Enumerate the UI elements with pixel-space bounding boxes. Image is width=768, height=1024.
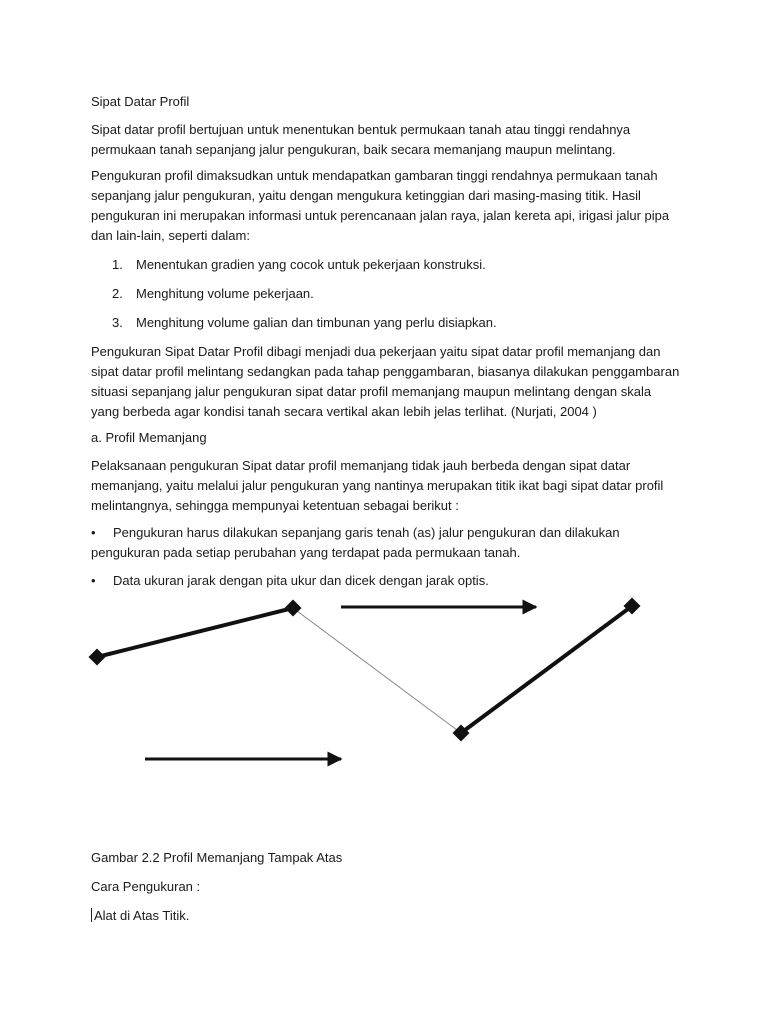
section-title: Sipat Datar Profil (91, 94, 190, 109)
ground-segment-2 (461, 606, 632, 733)
bullet-item: • Data ukuran jarak dengan pita ukur dan dicek dengan jarak optis. (91, 573, 489, 588)
cara-pengukuran-label: Cara Pengukuran : (91, 879, 201, 894)
survey-point-marker (89, 649, 106, 666)
survey-point-marker (285, 600, 302, 617)
numbered-list (112, 255, 497, 342)
paragraph-intro: Sipat datar profil bertujuan untuk menentukan bentuk permukaan tanah atau tinggi rendahnya permukaan tanah sepanjang jalur pengukuran, baik secara memanjang maupun melintang. (91, 122, 631, 157)
thin-connector-line (293, 608, 461, 733)
bullet-item: • Pengukuran harus dilakukan sepanjang garis tenah (as) jalur pengukuran dan dilakukan pengukuran pada setiap perubahan yang terdapat pada permukaan tanah. (91, 525, 620, 560)
paragraph-pelaksanaan: Pelaksanaan pengukuran Sipat datar profil memanjang tidak jauh berbeda dengan sipat datar memanjang, yaitu melalui jalur pengukuran yang nantinya merupakan titik ikat bagi sipat datar profil melintangnya, sehingga mempunyai ketentuan sebagai berikut : (91, 458, 664, 513)
paragraph-purpose: Pengukuran profil dimaksudkan untuk mendapatkan gambaran tinggi rendahnya permukaan tanah sepanjang jalur pengukuran, yaitu dengan mengukura ketinggian dari masing-masing titik. Hasil pengukuran ini merupakan informasi untuk perencanaan jalan raya, jalan kereta api, irigasi jalur pipa dan lain-lain, seperti dalam: (91, 168, 670, 243)
alat-label: Alat di Atas Titik. (91, 906, 681, 926)
subheading-profil-memanjang: a. Profil Memanjang (91, 430, 207, 445)
list-item: 2. Menghitung volume pekerjaan. (112, 286, 314, 301)
text-cursor (91, 908, 92, 922)
ground-segment-1 (97, 608, 293, 657)
paragraph-division: Pengukuran Sipat Datar Profil dibagi menjadi dua pekerjaan yaitu sipat datar profil memanjang dan sipat datar profil melintang sedangkan pada tahap penggambaran, biasanya dilakukan penggambaran situasi sepanjang jalur pengukuran sipat datar profil memanjang maupun melintang dengan skala yang berbeda agar kondisi tanah secara vertikal akan lebih jelas terlihat. (Nurjati, 2004 ) (91, 344, 680, 419)
profil-memanjang-diagram (0, 590, 768, 790)
list-item: 1. Menentukan gradien yang cocok untuk pekerjaan konstruksi. (112, 257, 486, 272)
list-item: 3. Menghitung volume galian dan timbunan yang perlu disiapkan. (112, 315, 497, 330)
figure-caption: Gambar 2.2 Profil Memanjang Tampak Atas (91, 850, 343, 865)
